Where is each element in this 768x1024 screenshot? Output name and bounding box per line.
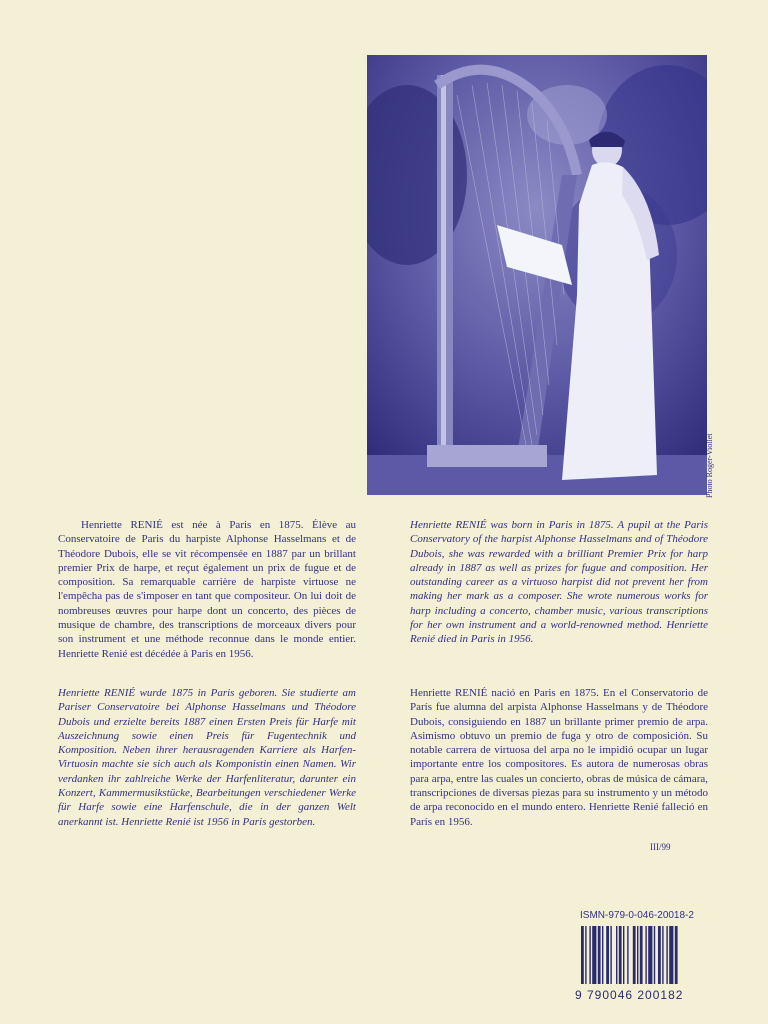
photo-credit: Photo Roger-Viollet	[705, 433, 714, 498]
harpist-illustration	[367, 55, 707, 495]
barcode-digits: 9 790046 200182	[575, 988, 684, 1002]
portrait-photo	[367, 55, 707, 495]
biography-spanish: Henriette RENIÉ nació en Paris en 1875. En el Conservatorio de París fue alumna del arpista Alphonse Hasselmans y de Théodore Dubois, consiguiendo en 1887 un brillante primer premio de arpa. Asimismo obtuvo un premio de fuga y otro de composición. Su notable carrera de virtuosa del arpa no le impidió ocupar un lugar importante entre los compositores. Es autora de numerosas obras para arpa, entre las cuales un concierto, obras de música de cámara, transcripciones de diversas piezas para su instrumento y un método de arpa reconocido en el mundo entero. Henriette Renié falleció en París en 1956.	[410, 687, 708, 828]
ismn-number: ISMN-979-0-046-20018-2	[580, 910, 694, 921]
print-date: III/99	[650, 842, 671, 852]
biography-french: Henriette RENIÉ est née à Paris en 1875. Élève au Conservatoire de Paris du harpiste Alphonse Hasselmans et de Théodore Dubois, elle se vit récompensée en 1887 par un brillant premier Prix de harpe, et reçut également un prix de fugue et de composition. Sa remarquable carrière de harpiste virtuose ne l'empêcha pas de s'imposer en tant que compositeur. On lui doit de nombreuses œuvres pour harpe dont un concerto, des pièces de musique de chambre, des transcriptions de morceaux divers pour son instrument et une méthode reconnue dans le monde entier. Henriette Renié est décédée à Paris en 1956.	[58, 519, 356, 660]
barcode-bars-icon	[575, 924, 713, 988]
biography-english: Henriette RENIÉ was born in Paris in 1875. A pupil at the Paris Conservatory of the harpist Alphonse Hasselmans and of Théodore Dubois, she was rewarded with a brilliant Premier Prix for harp already in 1887 as well as prizes for fugue and composition. Her outstanding career as a virtuoso harpist did not prevent her from making her mark as a composer. She wrote numerous works for harp including a concerto, chamber music, various transcriptions for her own instrument and a world-renowned method. Henriette Renié died in Paris in 1956.	[410, 519, 708, 646]
biography-german: Henriette RENIÉ wurde 1875 in Paris geboren. Sie studierte am Pariser Conservatoire bei Alphonse Hasselmans und Théodore Dubois und erzielte bereits 1887 einen Ersten Preis für Harfe mit Auszeichnung sowie einen Preis für Fugentechnik und Komposition. Neben ihrer herausragenden Karriere als Harfen-Virtuosin machte sie sich auch als Komponistin einen Namen. Wir verdanken ihr zahlreiche Werke der Harfenliteratur, darunter ein Konzert, Kammermusikstücke, Bearbeitungen verschiedener Werke für Harfe sowie eine Harfenschule, die in der ganzen Welt anerkannt ist. Henriette Renié ist 1956 in Paris gestorben.	[58, 687, 356, 828]
